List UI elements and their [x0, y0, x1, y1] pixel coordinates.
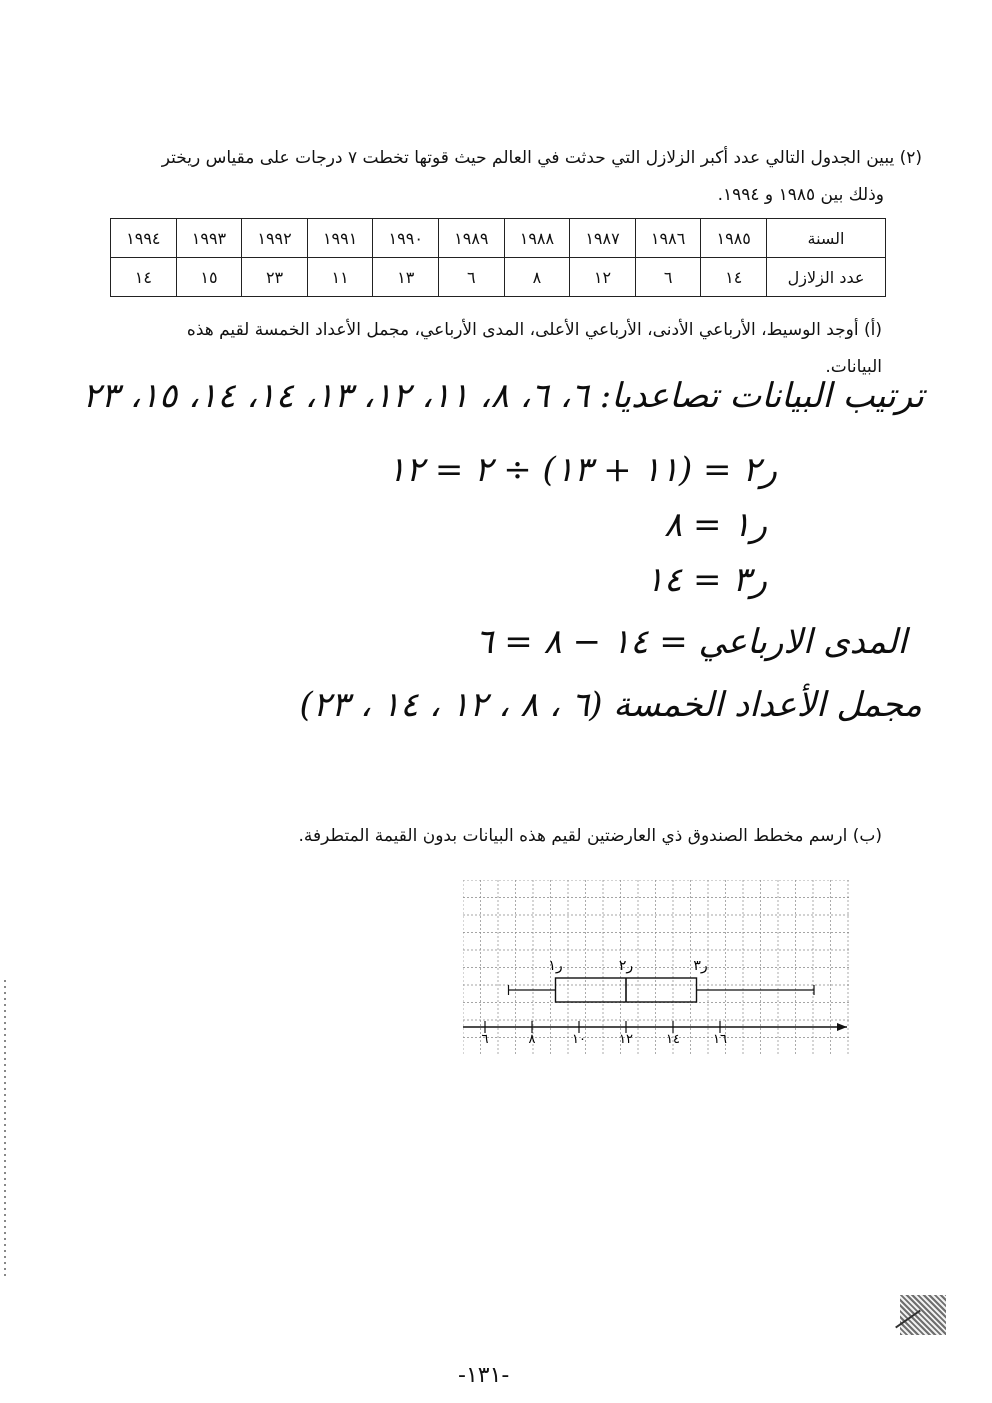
count-cell: ١٥	[176, 258, 242, 297]
axis-label: ٨	[528, 1032, 536, 1047]
year-cell: ١٩٩٣	[176, 219, 242, 258]
axis-label: ١٦	[713, 1032, 727, 1047]
earthquake-table	[110, 218, 886, 297]
count-cell: ١٢	[570, 258, 636, 297]
label-q3: ر٣	[693, 958, 708, 974]
question-intro-line2: وذلك بين ١٩٨٥ و ١٩٩٤.	[717, 185, 884, 205]
answer-five-number-summary: مجمل الأعداد الخمسة (٦ ، ٨ ، ١٢ ، ١٤ ، ٢٣)	[299, 685, 922, 725]
year-cell: ١٩٨٨	[504, 219, 570, 258]
table-header-count: عدد الزلازل	[767, 258, 886, 297]
count-cell: ١٤	[701, 258, 767, 297]
graph-grid	[463, 880, 849, 1054]
year-cell: ١٩٨٧	[570, 219, 636, 258]
table-row-years	[111, 219, 886, 258]
count-cell: ١٤	[111, 258, 177, 297]
seal-stamp-icon	[900, 1295, 946, 1335]
axis-arrow-icon	[837, 1023, 847, 1031]
count-cell: ٢٣	[242, 258, 308, 297]
count-cell: ٨	[504, 258, 570, 297]
count-cell: ٦	[439, 258, 505, 297]
answer-sorted-data: ترتيب البيانات تصاعديا: ٦، ٦، ٨، ١١، ١٢، ١٣، ١٤، ١٤، ١٥، ٢٣	[82, 376, 924, 416]
answer-lower-quartile: ر١ = ٨	[663, 505, 767, 545]
label-q1: ر١	[548, 958, 563, 974]
count-cell: ١١	[307, 258, 373, 297]
year-cell: ١٩٩٤	[111, 219, 177, 258]
year-cell: ١٩٩١	[307, 219, 373, 258]
axis-label: ١٤	[666, 1032, 680, 1047]
table-row-counts	[111, 258, 886, 297]
question-intro-line1: (٢) يبين الجدول التالي عدد أكبر الزلازل التي حدثت في العالم حيث قوتها تخطت ٧ درجات على مقياس ريختر	[161, 148, 922, 168]
part-a-line2: البيانات.	[825, 357, 882, 377]
part-b-line: (ب) ارسم مخطط الصندوق ذي العارضتين لقيم هذه البيانات بدون القيمة المتطرفة.	[298, 826, 882, 846]
count-cell: ٦	[635, 258, 701, 297]
answer-median: ر٢ = (١١ + ١٣) ÷ ٢ = ١٢	[387, 450, 777, 490]
axis-label: ١٢	[619, 1032, 633, 1047]
year-cell: ١٩٨٦	[635, 219, 701, 258]
axis-label: ٦	[481, 1032, 489, 1047]
answer-interquartile-range: المدى الارباعي = ١٤ − ٨ = ٦	[475, 622, 907, 662]
boxplot-grid	[463, 880, 849, 1054]
year-cell: ١٩٨٩	[439, 219, 505, 258]
table-header-year: السنة	[767, 219, 886, 258]
page-number: -١٣١-	[458, 1363, 510, 1388]
year-cell: ١٩٩٠	[373, 219, 439, 258]
label-median: ر٢	[618, 958, 634, 974]
year-cell: ١٩٨٥	[701, 219, 767, 258]
axis-label: ١٠	[572, 1032, 586, 1047]
part-a-line1: (أ) أوجد الوسيط، الأرباعي الأدنى، الأرباعي الأعلى، المدى الأرباعي، مجمل الأعداد الخمسة لقيم هذه	[186, 320, 882, 340]
count-cell: ١٣	[373, 258, 439, 297]
answer-upper-quartile: ر٣ = ١٤	[645, 560, 767, 600]
year-cell: ١٩٩٢	[242, 219, 308, 258]
